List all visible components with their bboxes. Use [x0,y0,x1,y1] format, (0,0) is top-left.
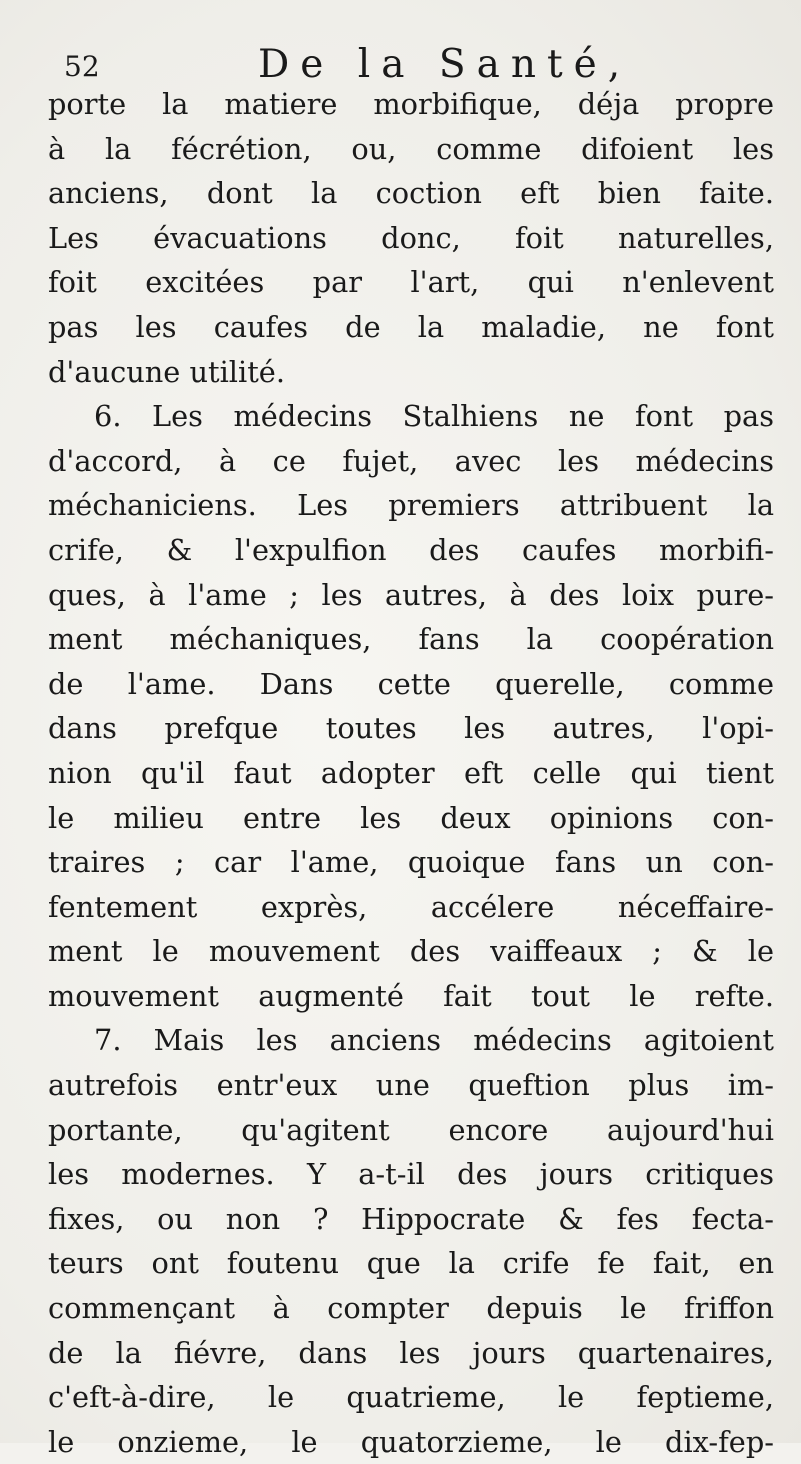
running-head: De la Santé, [258,42,632,87]
text-line: fentement exprès, accélere néceffaire- [48,889,774,924]
text-line: pas les caufes de la maladie, ne font [48,309,774,344]
text-line: le onzieme, le quatorzieme, le dix-fep- [48,1424,774,1459]
text-line: le milieu entre les deux opinions con- [48,800,774,835]
text-line: ment le mouvement des vaiffeaux ; & le [48,934,774,969]
body-text [48,82,774,1464]
text-line: de l'ame. Dans cette querelle, comme [48,666,774,701]
text-line: à la fécrétion, ou, comme difoient les [48,131,774,166]
text-line: portante, qu'agitent encore aujourd'hui [48,1112,774,1147]
text-line: autrefois entr'eux une queftion plus im- [48,1068,774,1103]
text-line: ment méchaniques, fans la coopération [48,622,774,657]
text-line: méchaniciens. Les premiers attribuent la [48,488,774,523]
text-line: ques, à l'ame ; les autres, à des loix pure- [48,577,774,612]
text-line: 6. Les médecins Stalhiens ne font pas [94,399,774,434]
text-line: dans prefque toutes les autres, l'opi- [48,711,774,746]
text-line: porte la matiere morbifique, déja propre [48,87,774,121]
text-line: crife, & l'expulfion des caufes morbifi- [48,532,774,567]
text-line: d'accord, à ce fujet, avec les médecins [48,443,774,478]
page-number: 52 [64,50,100,83]
text-line: traires ; car l'ame, quoique fans un con- [48,845,774,880]
text-line: 7. Mais les anciens médecins agitoient [94,1023,774,1058]
text-line: les modernes. Y a-t-il des jours critiques [48,1157,774,1192]
text-line: foit excitées par l'art, qui n'enlevent [48,265,774,300]
page-header [48,28,748,88]
text-line: d'aucune utilité. [48,354,285,389]
text-line: anciens, dont la coction eft bien faite. [48,176,774,211]
text-line: fixes, ou non ? Hippocrate & fes fecta- [48,1201,774,1236]
text-line: Les évacuations donc, foit naturelles, [48,220,774,255]
text-line: teurs ont foutenu que la crife fe fait, en [48,1246,774,1281]
text-line: nion qu'il faut adopter eft celle qui tient [48,755,774,790]
text-line: de la fiévre, dans les jours quartenaires, [48,1335,774,1370]
text-line: commençant à compter depuis le friffon [48,1291,774,1326]
text-line: mouvement augmenté fait tout le refte. [48,978,774,1013]
text-line: c'eft-à-dire, le quatrieme, le feptieme, [48,1380,774,1415]
